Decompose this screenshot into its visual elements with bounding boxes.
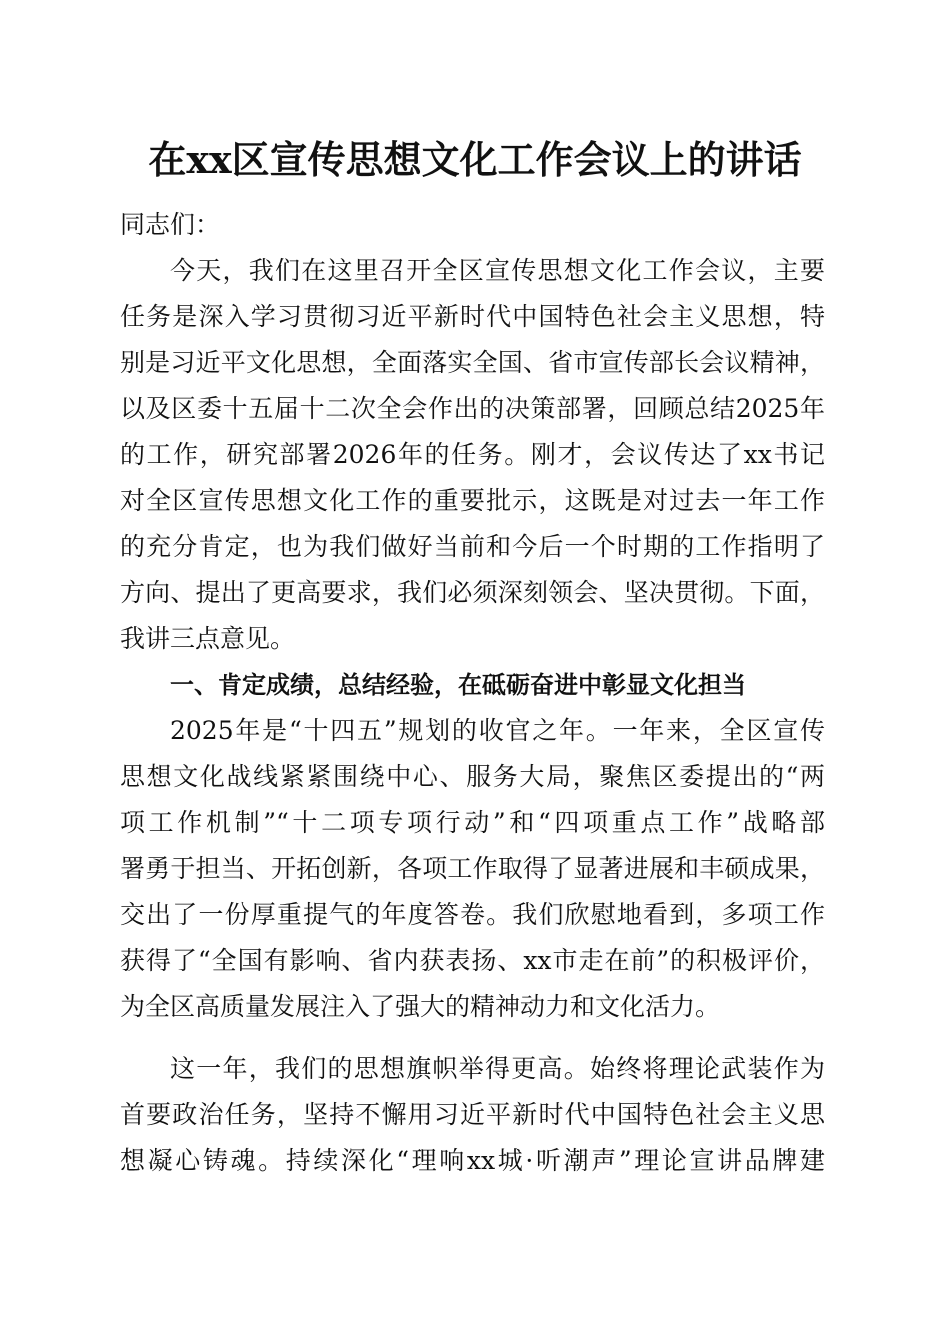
paragraph-line: 别是习近平文化思想，全面落实全国、省市宣传部长会议精神， <box>120 348 825 377</box>
paragraph-line: 的充分肯定，也为我们做好当前和今后一个时期的工作指明了 <box>120 532 825 561</box>
document-title: 在xx区宣传思想文化工作会议上的讲话 <box>148 137 802 182</box>
paragraph-line: 方向、提出了更高要求，我们必须深刻领会、坚决贯彻。下面， <box>120 578 825 607</box>
paragraph-line: 思想文化战线紧紧围绕中心、服务大局，聚焦区委提出的“两 <box>120 762 825 791</box>
paragraph-line: 首要政治任务，坚持不懈用习近平新时代中国特色社会主义思 <box>120 1100 825 1129</box>
paragraph-line: 对全区宣传思想文化工作的重要批示，这既是对过去一年工作 <box>120 486 825 515</box>
paragraph-line: 交出了一份厚重提气的年度答卷。我们欣慰地看到，多项工作 <box>120 900 825 929</box>
paragraph-line: 署勇于担当、开拓创新，各项工作取得了显著进展和丰硕成果， <box>120 854 825 883</box>
paragraph-line: 项工作机制”“十二项专项行动”和“四项重点工作”战略部 <box>120 808 825 837</box>
paragraph-line: 想凝心铸魂。持续深化“理响xx城·听潮声”理论宣讲品牌建 <box>120 1146 825 1175</box>
paragraph-gap <box>120 1030 825 1046</box>
paragraph-line: 我讲三点意见。 <box>120 624 296 653</box>
paragraph-line: 以及区委十五届十二次全会作出的决策部署，回顾总结2025年 <box>120 394 825 423</box>
salutation: 同志们： <box>120 210 221 239</box>
paragraph-line: 2025年是“十四五”规划的收官之年。一年来，全区宣传 <box>170 716 825 745</box>
paragraph-line: 任务是深入学习贯彻习近平新时代中国特色社会主义思想，特 <box>120 302 825 331</box>
section-heading: 一、肯定成绩，总结经验，在砥砺奋进中彰显文化担当 <box>170 671 746 699</box>
paragraph-line: 今天，我们在这里召开全区宣传思想文化工作会议，主要 <box>170 256 825 285</box>
document-body <box>120 202 825 1184</box>
paragraph-line: 为全区高质量发展注入了强大的精神动力和文化活力。 <box>120 992 721 1021</box>
paragraph-line: 的工作，研究部署2026年的任务。刚才，会议传达了xx书记 <box>120 440 825 469</box>
paragraph-line: 获得了“全国有影响、省内获表扬、xx市走在前”的积极评价， <box>120 946 825 975</box>
paragraph-line: 这一年，我们的思想旗帜举得更高。始终将理论武装作为 <box>170 1054 825 1083</box>
